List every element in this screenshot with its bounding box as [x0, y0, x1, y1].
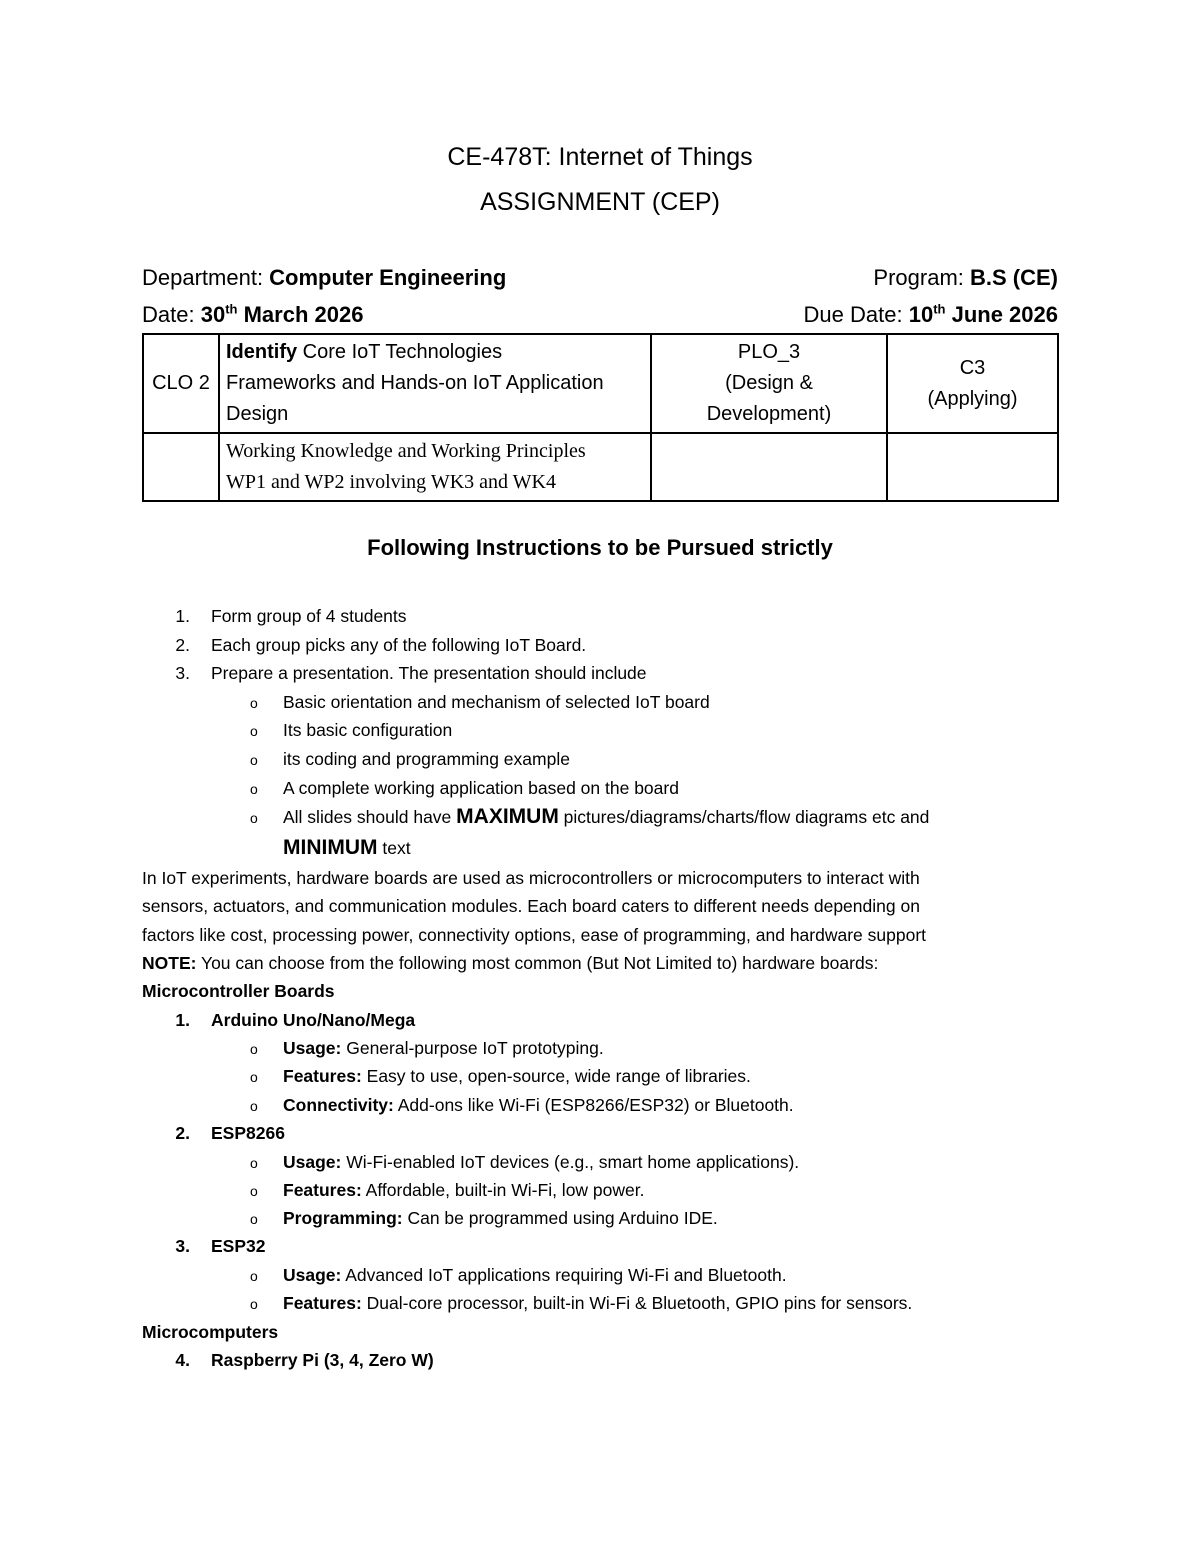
bullet-icon: o — [250, 1296, 258, 1312]
date-label: Date: — [142, 302, 201, 327]
due-date-label: Due Date: — [803, 302, 909, 327]
taxonomy-empty-cell — [887, 433, 1058, 501]
item-text: Easy to use, open-source, wide range of libraries. — [361, 1066, 751, 1086]
plo-line3: Development) — [706, 403, 832, 425]
clo-row-1 — [143, 334, 1058, 433]
sub-item-text-5 — [283, 805, 929, 829]
board-num-3: 3. — [175, 1236, 190, 1256]
bullet-icon: o — [250, 1183, 258, 1199]
date-rest: March 2026 — [237, 302, 364, 327]
wk-line1: Working Knowledge and Working Principles — [226, 440, 586, 462]
intro-line-1: In IoT experiments, hardware boards are used as microcontrollers or microcomputers to interact with — [142, 868, 920, 888]
item-label: Connectivity: — [283, 1095, 394, 1115]
microcomputers-heading: Microcomputers — [142, 1322, 279, 1342]
date-value — [201, 302, 364, 327]
wk-line2: WP1 and WP2 involving WK3 and WK4 — [226, 471, 556, 493]
date-sup: th — [225, 301, 238, 317]
item-text: Can be programmed using Arduino IDE. — [402, 1208, 718, 1228]
intro-line-2: sensors, actuators, and communication modules. Each board caters to different needs depending on — [142, 896, 920, 916]
item-label: Usage: — [283, 1265, 342, 1285]
item-text: Dual-core processor, built-in Wi-Fi & Bluetooth, GPIO pins for sensors. — [361, 1293, 913, 1313]
sub-item-5-cont — [283, 836, 411, 860]
bullet-icon: o — [250, 1098, 258, 1114]
clo-description-cell — [219, 334, 651, 433]
sub-item-text-1: Basic orientation and mechanism of selected IoT board — [283, 692, 710, 712]
department-label: Department: — [142, 265, 270, 290]
board-name-3: ESP32 — [211, 1236, 266, 1256]
due-day: 10 — [908, 302, 934, 327]
item-text: General-purpose IoT prototyping. — [341, 1038, 604, 1058]
clo-table — [142, 333, 1059, 502]
clo-empty-cell — [143, 433, 219, 501]
plo-cell — [651, 334, 887, 433]
instructions-heading: Following Instructions to be Pursued strictly — [367, 535, 833, 560]
document-subtitle: ASSIGNMENT (CEP) — [480, 188, 720, 216]
item-label: Features: — [283, 1180, 362, 1200]
slides-mid: pictures/diagrams/charts/flow diagrams etc and — [558, 807, 930, 827]
program-value: B.S (CE) — [970, 265, 1058, 290]
clo-row-2 — [143, 433, 1058, 501]
microcontroller-heading: Microcontroller Boards — [142, 981, 335, 1001]
sub-item-text-3: its coding and programming example — [283, 749, 570, 769]
slides-minimum: MINIMUM — [283, 836, 378, 859]
item-label: Usage: — [283, 1038, 342, 1058]
slides-post: text — [377, 838, 411, 858]
item-text: Advanced IoT applications requiring Wi-Fi and Bluetooth. — [341, 1265, 787, 1285]
program-line — [873, 265, 1058, 291]
board-name-2: ESP8266 — [211, 1123, 285, 1143]
taxonomy-line2: (Applying) — [927, 387, 1018, 410]
program-label: Program: — [873, 265, 970, 290]
taxonomy-cell — [887, 334, 1058, 433]
bullet-icon: o — [250, 1268, 258, 1284]
taxonomy-line1: C3 — [959, 356, 986, 379]
intro-line-3: factors like cost, processing power, connectivity options, ease of programming, and hardware support — [142, 925, 927, 945]
bullet-icon: o — [250, 781, 258, 797]
clo-description-line2: Frameworks and Hands-on IoT Application — [226, 372, 604, 394]
date-line — [142, 302, 363, 328]
department-line — [142, 265, 506, 291]
item-text: Affordable, built-in Wi-Fi, low power. — [361, 1180, 645, 1200]
plo-line2: (Design & — [725, 372, 813, 394]
plo-empty-cell — [651, 433, 887, 501]
bullet-icon: o — [250, 1155, 258, 1171]
board-name-4: Raspberry Pi (3, 4, Zero W) — [211, 1350, 434, 1370]
instruction-text-1: Form group of 4 students — [211, 606, 407, 626]
clo-description-line1: Core IoT Technologies — [297, 341, 503, 363]
instruction-num-3: 3. — [175, 663, 190, 683]
instruction-text-3: Prepare a presentation. The presentation should include — [211, 663, 647, 683]
board-num-1: 1. — [175, 1010, 190, 1030]
item-label: Usage: — [283, 1152, 342, 1172]
clo-description-line3: Design — [226, 403, 289, 425]
bullet-icon: o — [250, 752, 258, 768]
clo-cell: CLO 2 — [143, 334, 219, 433]
plo-line1: PLO_3 — [737, 341, 801, 363]
bullet-icon: o — [250, 1211, 258, 1227]
bullet-icon: o — [250, 1041, 258, 1057]
note-label: NOTE: — [142, 953, 197, 973]
item-text: Add-ons like Wi-Fi (ESP8266/ESP32) or Bluetooth. — [393, 1095, 794, 1115]
slides-maximum: MAXIMUM — [456, 805, 559, 828]
document-title: CE-478T: Internet of Things — [447, 143, 753, 171]
wk-description-cell — [219, 433, 651, 501]
instruction-num-2: 2. — [175, 635, 190, 655]
instruction-num-1: 1. — [175, 606, 190, 626]
item-label: Features: — [283, 1066, 362, 1086]
department-value: Computer Engineering — [269, 265, 507, 290]
note-line — [142, 953, 878, 974]
note-text: You can choose from the following most common (But Not Limited to) hardware boards: — [196, 953, 879, 973]
due-sup: th — [933, 301, 946, 317]
bullet-icon: o — [250, 1069, 258, 1085]
bullet-icon: o — [250, 810, 258, 826]
instruction-text-2: Each group picks any of the following IoT Board. — [211, 635, 587, 655]
board-name-1: Arduino Uno/Nano/Mega — [211, 1010, 416, 1030]
slides-pre: All slides should have — [283, 807, 457, 827]
due-date-value — [909, 302, 1058, 327]
sub-item-text-2: Its basic configuration — [283, 720, 453, 740]
bullet-icon: o — [250, 723, 258, 739]
sub-item-text-4: A complete working application based on the board — [283, 778, 679, 798]
item-label: Features: — [283, 1293, 362, 1313]
item-text: Wi-Fi-enabled IoT devices (e.g., smart home applications). — [341, 1152, 800, 1172]
board-num-2: 2. — [175, 1123, 190, 1143]
item-label: Programming: — [283, 1208, 403, 1228]
board-num-4: 4. — [175, 1350, 190, 1370]
clo-description-bold: Identify — [226, 341, 298, 363]
due-rest: June 2026 — [945, 302, 1058, 327]
bullet-icon: o — [250, 695, 258, 711]
due-date-line — [804, 302, 1058, 328]
date-day: 30 — [200, 302, 226, 327]
